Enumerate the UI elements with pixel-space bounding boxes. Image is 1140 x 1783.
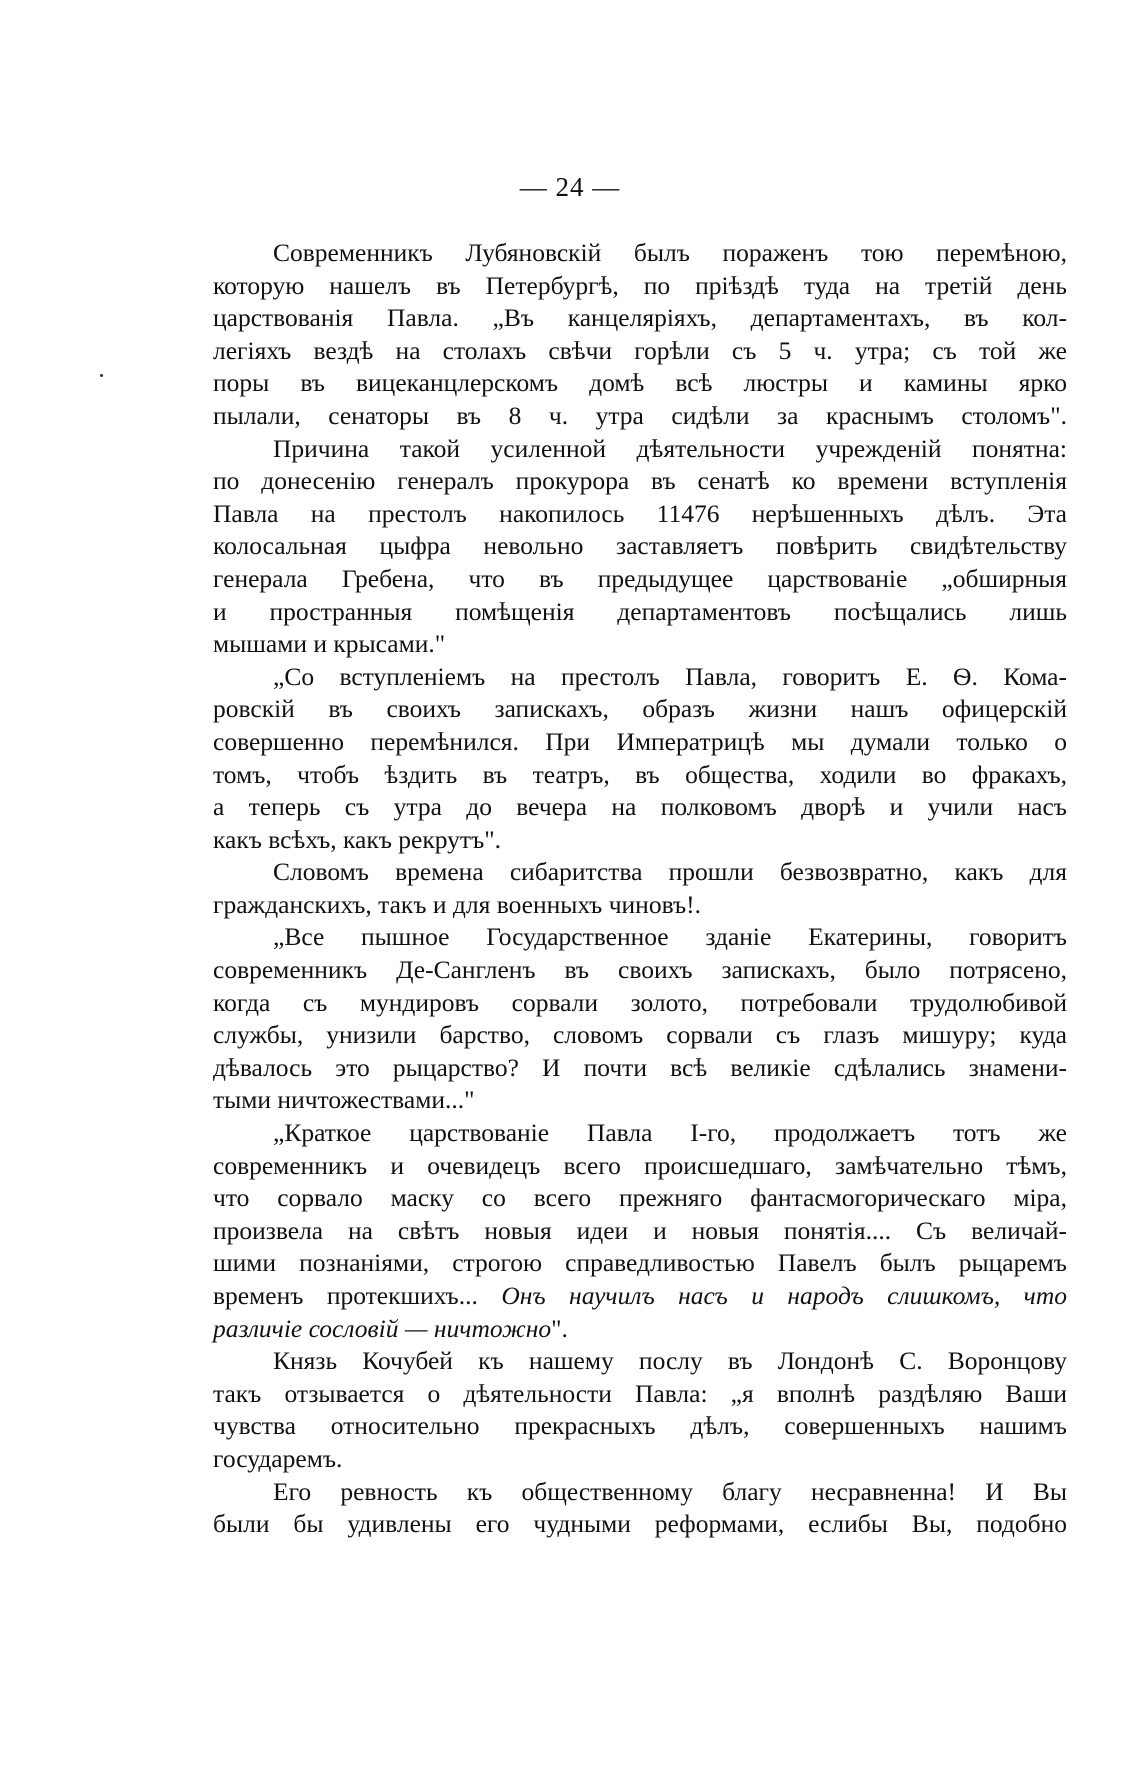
body-text: [213, 237, 1067, 1541]
text-line: и пространныя помѣщенія департаментовъ посѣщались лишь: [213, 596, 1067, 626]
text-line: „Со вступленіемъ на престолъ Павла, говоритъ Е. Ѳ. Кома-: [273, 661, 1067, 691]
text-line: когда съ мундировъ сорвали золото, потребовали трудолюбивой: [213, 987, 1067, 1017]
text-line: произвела на свѣтъ новыя идеи и новыя понятія.... Съ величай-: [213, 1215, 1067, 1245]
text-plain-segment: ".: [551, 1313, 568, 1343]
text-line: что сорвало маску со всего прежняго фантасмогорическаго міра,: [213, 1183, 1067, 1213]
text-line: Павла на престолъ накопилось 11476 нерѣшенныхъ дѣлъ. Эта: [213, 498, 1067, 528]
text-line: современникъ и очевидецъ всего происшедшаго, замѣчательно тѣмъ,: [213, 1150, 1067, 1180]
text-line: „Краткое царствованіе Павла І-го, продолжаетъ тотъ же: [273, 1118, 1067, 1148]
paragraph-4: [213, 856, 1067, 921]
paragraph-1: [213, 237, 1067, 433]
paragraph-8: [213, 1476, 1067, 1541]
print-speck: [100, 374, 103, 377]
text-line: дѣвалось это рыцарство? И почти всѣ великіе сдѣлались знамени-: [213, 1052, 1067, 1082]
text-line-mixed: [213, 1280, 1067, 1313]
text-line: ровскій въ своихъ запискахъ, образъ жизни нашъ офицерскій: [213, 694, 1067, 724]
text-line: совершенно перемѣнился. При Императрицѣ мы думали только о: [213, 726, 1067, 756]
text-line: которую нашелъ въ Петербургѣ, по пріѣздѣ туда на третій день: [213, 270, 1067, 300]
text-line: пылали, сенаторы въ 8 ч. утра сидѣли за краснымъ столомъ".: [213, 400, 1067, 430]
page-number: — 24 —: [519, 172, 621, 202]
text-line: гражданскихъ, такъ и для военныхъ чиновъ!.: [213, 889, 702, 919]
text-italic-segment: различіе сословій — ничтожно: [213, 1313, 552, 1343]
text-line: царствованія Павла. „Въ канцеляріяхъ, департаментахъ, въ кол-: [213, 303, 1067, 333]
text-line: а теперь съ утра до вечера на полковомъ дворѣ и учили насъ: [213, 792, 1067, 822]
text-line: „Все пышное Государственное зданіе Екатерины, говоритъ: [273, 922, 1067, 952]
text-line: Современникъ Лубяновскій былъ пораженъ тою перемѣною,: [273, 238, 1067, 267]
text-line: Словомъ времена сибаритства прошли безвозвратно, какъ для: [273, 857, 1067, 887]
paragraph-7: [213, 1345, 1067, 1475]
text-line: поры въ вицеканцлерскомъ домѣ всѣ люстры и камины ярко: [213, 368, 1067, 398]
text-line: какъ всѣхъ, какъ рекрутъ".: [213, 824, 502, 854]
text-italic-segment: Онъ научилъ насъ и народъ слишкомъ, что: [501, 1281, 1067, 1310]
text-line: мышами и крысами.": [213, 629, 446, 659]
text-line: Князь Кочубей къ нашему послу въ Лондонѣ С. Воронцову: [273, 1346, 1067, 1376]
paragraph-5: [213, 921, 1067, 1117]
text-line: чувства относительно прекрасныхъ дѣлъ, совершенныхъ нашимъ: [213, 1411, 1067, 1441]
text-line-mixed: [213, 1313, 1067, 1346]
text-line: были бы удивлены его чудными реформами, еслибы Вы, подобно: [213, 1509, 1067, 1539]
text-line: шими познаніями, строгою справедливостью Павелъ былъ рыцаремъ: [213, 1248, 1067, 1278]
text-line: тыми ничтожествами...": [213, 1085, 475, 1115]
paragraph-3: [213, 661, 1067, 857]
text-line: колосальная цыфра невольно заставляетъ повѣрить свидѣтельству: [213, 531, 1067, 561]
text-line: такъ отзывается о дѣятельности Павла: „я вполнѣ раздѣляю Ваши: [213, 1378, 1067, 1408]
paragraph-2: [213, 433, 1067, 661]
text-line: современникъ Де-Сангленъ въ своихъ запискахъ, было потрясено,: [213, 955, 1067, 985]
text-line: Его ревность къ общественному благу несравненна! И Вы: [273, 1476, 1067, 1506]
text-line: легіяхъ вездѣ на столахъ свѣчи горѣли съ 5 ч. утра; съ той же: [213, 335, 1067, 365]
text-line: по донесенію генералъ прокурора въ сенатѣ ко времени вступленія: [213, 466, 1067, 496]
text-line: томъ, чтобъ ѣздить въ театръ, въ общества, ходили во фракахъ,: [213, 759, 1067, 789]
text-plain-segment: временъ протекшихъ...: [213, 1281, 478, 1310]
paragraph-6: [213, 1117, 1067, 1345]
text-line: службы, унизили барство, словомъ сорвали съ глазъ мишуру; куда: [213, 1020, 1067, 1050]
text-line: генерала Гребена, что въ предыдущее царствованіе „обширныя: [213, 563, 1067, 593]
text-line: Причина такой усиленной дѣятельности учрежденій понятна:: [273, 433, 1067, 463]
text-line: государемъ.: [213, 1443, 343, 1473]
